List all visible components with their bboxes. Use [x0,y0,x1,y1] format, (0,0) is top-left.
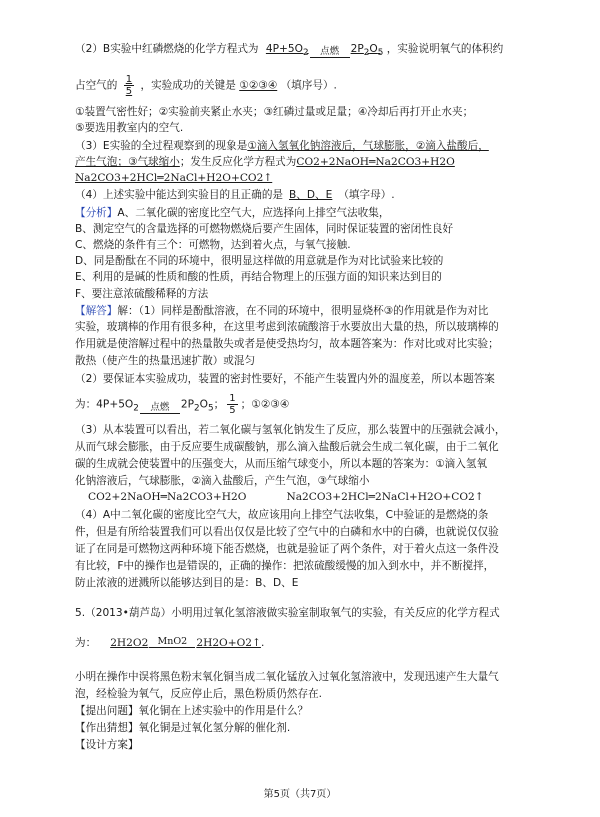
line-15: 【解答】解：（1）同样是酚酞溶液，在不同的环境中，很明显烧杯③的作用就是作为对比 [75,305,489,317]
line-2: 占空气的 $\frac{1}{5}$ ，实验成功的关键是 ①②③④ （填序号）. [75,74,337,97]
line-4: ⑤要选用教室内的空气. [75,122,184,134]
line-37: 【设计方案】 [75,739,139,751]
line-7: Na2CO3+2HCl═2NaCl+H2O+CO2↑ [75,172,273,184]
line-5: （3）E实验的全过程观察到的现象是①滴入氢氧化钠溶液后，气球膨胀，②滴入盐酸后， [75,140,489,152]
line-10: B、测定空气的含量选择的可燃物燃烧后要产生固体，同时保证装置的密闭性良好 [75,223,454,235]
line-13: E、利用的是碱的性质和酸的性质，再结合物理上的压强方面的知识来达到目的 [75,271,442,283]
line-14: F、要注意浓硫酸稀释的方法 [75,288,209,300]
line-29: 有比较，F中的操作也是错误的，正确的操作：把浓硫酸缓慢的加入到水中，并不断搅拌， [75,560,495,572]
line-27: 件，但是有所给装置我们可以看出仅仅是比较了空气中的白磷和水中的白磷，也就说仅仅验 [75,526,499,538]
analysis-tag: 【分析】 [75,207,118,219]
question-5-title: 5.（2013•葫芦岛）小明用过氧化氢溶液做实验室制取氧气的实验，有关反应的化学方程式 [75,607,500,619]
line-12: D、同是酚酞在不同的环境中，很明显这样做的用意就是作为对比试验来比较的 [75,255,444,267]
line-8: （4）上述实验中能达到实验目的且正确的是 B、D、E （填字母）. [75,189,395,201]
line-23: 碳的生成就会使装置中的压强变大，从而压缩气球变小，所以本题的答案为：①滴入氢氧 [75,458,488,470]
line-20: 为：$4P+5O_2$ 点燃 $2P_2O_5$； $\frac{1}{5}$ ；①②③④ [75,393,290,416]
reaction-arrow: MnO2 [149,637,195,650]
equation-1: $4P+5O_2$ [265,43,309,59]
line-33: 小明在操作中误将黑色粉末氧化铜当成二氧化锰放入过氧化氢溶液中，发现迅速产生大量气 [75,671,499,683]
line-18: 散热（使产生的热量迅速扩散）或混匀 [75,355,256,367]
line-34: 泡，经检验为氧气，反应停止后，黑色粉质仍然存在. [75,688,323,700]
line-26: （4）A中二氧化碳的密度比空气大，故应该用向上排空气法收集，C中验证的是燃烧的条 [75,509,489,521]
line-1: （2）B实验中红磷燃烧的化学方程式为 $4P+5O_2$ 点燃 $2P_2O_5$ ，实验说明氧气的体积约 [75,43,504,59]
line-35: 【提出问题】氧化铜在上述实验中的作用是什么？ [75,705,309,717]
line-36: 【作出猜想】氧化铜是过氧化氢分解的催化剂. [75,722,291,734]
line-19: （2）要保证本实验成功，装置的密封性要好，不能产生装置内外的温度差，所以本题答案 [75,373,495,385]
line-25: CO2+2NaOH═Na2CO3+H2O Na2CO3+2HCl═2NaCl+H2O+CO2↑ [88,491,484,503]
line-17: 作用就是使溶解过程中的热量散失或者是使受热均匀，故本题答案为：作对比或对比实验； [75,338,499,350]
line-9: 【分析】A、二氧化碳的密度比空气大，应选择向上排空气法收集， [75,207,390,219]
line-32: 为： 2H2O2 MnO2 2H2O+O2↑. [75,636,265,649]
reaction-arrow: 点燃 [310,47,350,60]
line-24: 化钠溶液后，气球膨胀，②滴入盐酸后，产生气泡，③气球缩小 [75,475,370,487]
fraction: $\frac{1}{5}$ [229,393,236,416]
line-3: ①装置气密性好；②实验前夹紧止水夹；③红磷过量或足量；④冷却后再打开止水夹； [75,106,474,118]
line-6: 产生气泡；③气球缩小；发生反应化学方程式为CO2+2NaOH═Na2CO3+H2O [75,156,455,168]
line-22: 从而气球会膨胀，由于反应要生成碳酸钠，那么滴入盐酸后就会生成二氧化碳，由于二氧化 [75,441,499,453]
page-footer: 第5页（共7页） [263,789,337,800]
reaction-arrow: 点燃 [140,403,180,416]
line-11: C、燃烧的条件有三个：可燃物，达到着火点，与氧气接触. [75,239,351,251]
line-21: （3）从本装置可以看出，若二氧化碳与氢氧化钠发生了反应，那么装置中的压强就会减小， [75,424,506,436]
answer-blank: ①②③④ [239,79,278,92]
line-28: 证了在同是可燃物这两种环境下能否燃烧，也就是验证了两个条件，对于着火点这一条件没 [75,543,499,555]
line-16: 实验，玻璃棒的作用有很多种，在这里考虑到浓硫酸溶于水要放出大量的热，所以玻璃棒的 [75,321,499,333]
fraction: $\frac{1}{5}$ [125,74,133,97]
line-30: 防止浓液的迸溅所以能够达到目的是：B、D、E [75,577,299,589]
solution-tag: 【解答】 [75,305,118,317]
